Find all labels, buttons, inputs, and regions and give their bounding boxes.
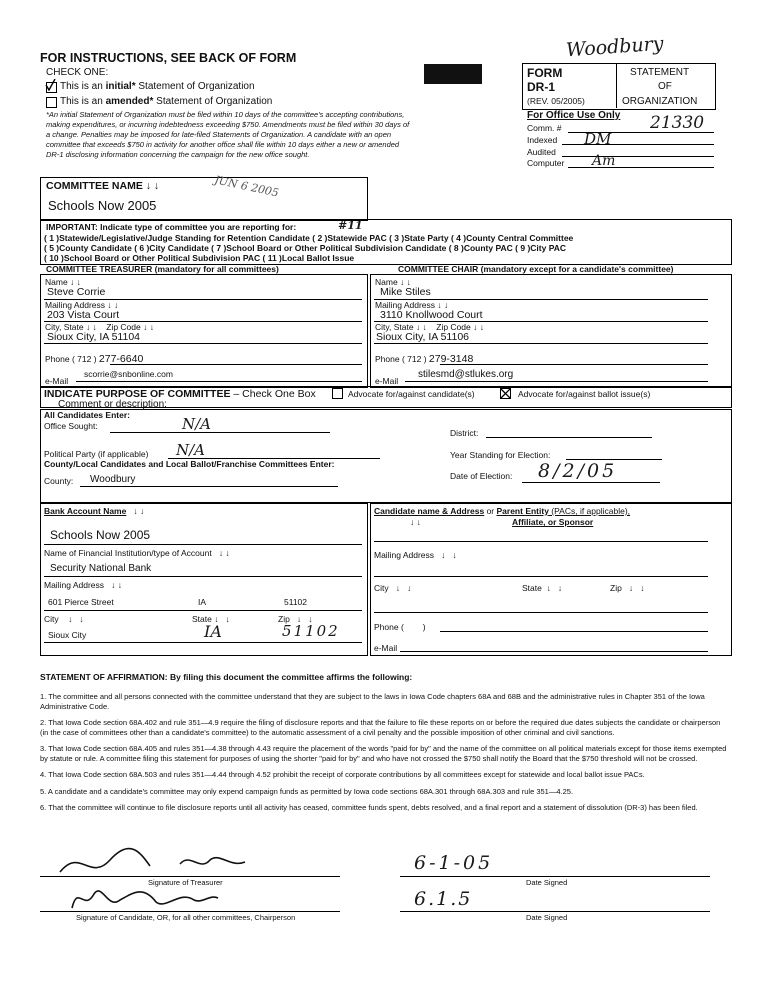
bank-heading: Bank Account Name ↓ ↓ [44,506,145,516]
affirmation-item: 1. The committee and all persons connected with the committee understand that they are subject to the laws in Iowa Code chapters 68A and 68B and the administrative rules in Chapter 351 of the Iowa Administrative Code. [40,692,705,711]
bank-zip-label: Zip ↓ ↓ [278,614,313,624]
checkmark-icon [500,388,511,399]
check-one-label: CHECK ONE: [46,67,109,78]
chair-city-label: City, State ↓ ↓ Zip Code ↓ ↓ [375,322,484,332]
bank-city-label: City ↓ ↓ [44,614,84,624]
committee-name-label: COMMITTEE NAME ↓ ↓ [46,180,160,192]
treasurer-city-label: City, State ↓ ↓ Zip Code ↓ ↓ [45,322,154,332]
institution-label: Name of Financial Institution/type of Account ↓ ↓ [44,548,230,558]
bank-address-state: IA [198,597,207,607]
committee-type-intro: IMPORTANT: Indicate type of committee you are reporting for: [46,222,297,232]
purpose-heading: INDICATE PURPOSE OF COMMITTEE – Check One Box [44,388,316,400]
parent-city-label: City ↓ ↓ [374,583,412,593]
committee-types-row3: ( 10 )School Board or Other Political Subdivision PAC ( 11 )Local Ballot Issue [44,253,355,263]
organization-word: ORGANIZATION [622,96,698,107]
party-value: N/A [176,441,206,459]
treasurer-email: scorrie@snbonline.com [84,369,173,379]
affiliate-heading: Affiliate, or Sponsor [512,517,594,527]
received-stamp: JUN 6 2005 [213,173,280,200]
initial-option: This is an initial* Statement of Organization [60,81,255,92]
bank-address-zip: 51102 [284,597,308,607]
chair-email: stilesmd@stlukes.org [418,369,514,380]
parent-zip-label: Zip ↓ ↓ [610,583,645,593]
treasurer-signature-label: Signature of Treasurer [148,878,223,887]
chair-date-label: Date Signed [526,913,568,922]
year-label: Year Standing for Election: [450,450,551,460]
affirmation-item: 6. That the committee will continue to file disclosure reports until all activity has ceased, committee funds spent, debts resolved, and a final report and a statement of dissolution (DR-3) has been filed. [40,803,698,812]
form-id: DR-1 [527,80,556,94]
audited-label: Audited [527,147,556,157]
treasurer-city: Sioux City, IA 51104 [47,331,140,343]
initial-checkbox[interactable] [46,82,57,93]
form-revision: (REV. 05/2005) [527,96,585,106]
affirmation-heading: STATEMENT OF AFFIRMATION: By filing this document the committee affirms the following: [40,672,413,682]
bank-address-label: Mailing Address ↓ ↓ [44,580,122,590]
election-date-value: 8/2/05 [538,460,618,482]
bank-zip-value: 51102 [282,622,340,640]
parent-state-label: State ↓ ↓ [522,583,563,593]
office-sought-label: Office Sought: [44,421,98,431]
candidate-purpose-label: Advocate for/against candidate(s) [348,389,475,399]
all-candidates-label: All Candidates Enter: [44,410,130,420]
chair-date: 6.1.5 [414,888,473,910]
computer-initials: Am [592,153,616,169]
chair-name: Mike Stiles [380,286,431,298]
statement-word: STATEMENT [630,67,690,78]
filing-note: *An initial Statement of Organization must be filed within 10 days of the committee's accepting contributions, making expenditures, or incurring indebtedness exceeding $750. Amendments must be filed within 30 days of a change. Penalties may be imposed for late-filed Statements of Organization. A candidate with an open committee that exceeds $750 in activity for another office shall file within 10 days either a new or amended DR-1 disclosing information concerning the campaign for the new office sought. [46,110,410,159]
county-handwritten: Woodbury [565,32,665,62]
chair-signature-label: Signature of Candidate, OR, for all other committees, Chairperson [76,913,296,922]
ballot-purpose-checkbox[interactable] [500,388,511,399]
bank-account-name: Schools Now 2005 [50,528,151,542]
affirmation-list [40,692,730,813]
comm-number: 21330 [650,113,705,133]
committee-type-number: #11 [338,219,363,232]
office-sought-value: N/A [182,415,212,433]
chair-address-label: Mailing Address ↓ ↓ [375,300,449,310]
bank-address-value: 601 Pierce Street [48,597,114,607]
candidate-purpose-checkbox[interactable] [332,388,343,399]
chair-phone: Phone ( 712 ) 279-3148 [375,353,474,365]
ballot-purpose-label: Advocate for/against ballot issue(s) [518,389,651,399]
parent-entity-heading: Candidate name & Address or Parent Entity (PACs, if applicable), [374,506,631,516]
chair-address: 3110 Knollwood Court [380,309,483,321]
election-date-label: Date of Election: [450,471,513,481]
treasurer-address: 203 Vista Court [47,309,120,321]
chair-heading: COMMITTEE CHAIR (mandatory except for a candidate's committee) [398,264,674,274]
parent-address-label: Mailing Address ↓ ↓ [374,550,457,560]
county-local-label: County/Local Candidates and Local Ballot/Franchise Committees Enter: [44,459,335,469]
indexed-initials: DM [584,130,612,148]
committee-name-value: Schools Now 2005 [48,198,157,213]
affirmation-item: 3. That Iowa Code section 68A.405 and rules 351—4.38 through 4.43 require the placement of the words "paid for by" and the name of the committee on all political materials except for those items exempted by statute or rule. A committee filing this statement for purposes of using the shorter "paid for by" and who have not crossed the $750 shall notify the Board that the $750 threshold will not be crossed. [40,744,727,763]
committee-types-row2: ( 5 )County Candidate ( 6 )City Candidate ( 7 )School Board or Other Political Subdivision Candidate ( 8 )County PAC ( 9 )City PAC [44,243,567,253]
affirmation-item: 2. That Iowa Code section 68A.402 and rule 351—4.9 require the filing of disclosure reports and that the failure to file these reports on or before the required due dates subjects the candidate or chairperson (in the case of committees other than a candidate's committee) to the automatic assessment of a civil penalty and the possible imposition of other criminal and civil sanctions. [40,718,721,737]
bank-state-label: State ↓ ↓ [192,614,230,624]
of-word: OF [658,81,672,92]
chair-name-label: Name ↓ ↓ [375,277,411,287]
office-use-heading: For Office Use Only [527,110,621,121]
form-label: FORM [527,66,563,80]
affirmation-item: 4. That Iowa Code section 68A.503 and rules 351—4.44 through 4.52 prohibit the receipt of corporate contributions by all committees except for statewide and local ballot issue PACs. [40,770,645,779]
affirmation-item: 5. A candidate and a candidate's committee may only expend campaign funds as permitted by Iowa code sections 68A.301 through 68A.303 and rule 351—4.25. [40,786,574,796]
amended-checkbox[interactable] [46,97,57,108]
treasurer-email-label: e-Mail [45,376,69,386]
chair-city: Sioux City, IA 51106 [376,331,469,343]
parent-email-label: e-Mail [374,643,398,653]
treasurer-address-label: Mailing Address ↓ ↓ [45,300,119,310]
bank-city-value: Sioux City [48,630,87,640]
county-value: Woodbury [90,474,136,485]
parent-entity-arrows: ↓ ↓ [410,517,421,527]
institution-value: Security National Bank [50,563,152,574]
computer-label: Computer [527,158,565,168]
treasurer-name: Steve Corrie [47,286,106,298]
redacted-block [424,64,482,84]
comm-label: Comm. # [527,123,562,133]
parent-phone-label: Phone ( ) [374,622,426,632]
treasurer-date: 6-1-05 [414,852,494,874]
indexed-label: Indexed [527,135,558,145]
chair-email-label: e-Mail [375,376,399,386]
county-label: County: [44,476,74,486]
district-label: District: [450,428,479,438]
instructions-heading: FOR INSTRUCTIONS, SEE BACK OF FORM [40,51,297,65]
committee-types-row1: ( 1 )Statewide/Legislative/Judge Standing for Retention Candidate ( 2 )Statewide PAC ( 3 )State Party ( 4 )County Central Committee [44,233,574,243]
comment-label: Comment or description: [58,399,167,410]
treasurer-date-label: Date Signed [526,878,568,887]
treasurer-heading: COMMITTEE TREASURER (mandatory for all committees) [46,264,279,274]
party-label: Political Party (if applicable) [44,449,149,459]
bank-state-value: IA [204,622,222,641]
treasurer-phone: Phone ( 712 ) 277-6640 [45,353,144,365]
amended-option: This is an amended* Statement of Organization [60,96,273,107]
treasurer-name-label: Name ↓ ↓ [45,277,81,287]
checkmark-icon [45,79,56,91]
